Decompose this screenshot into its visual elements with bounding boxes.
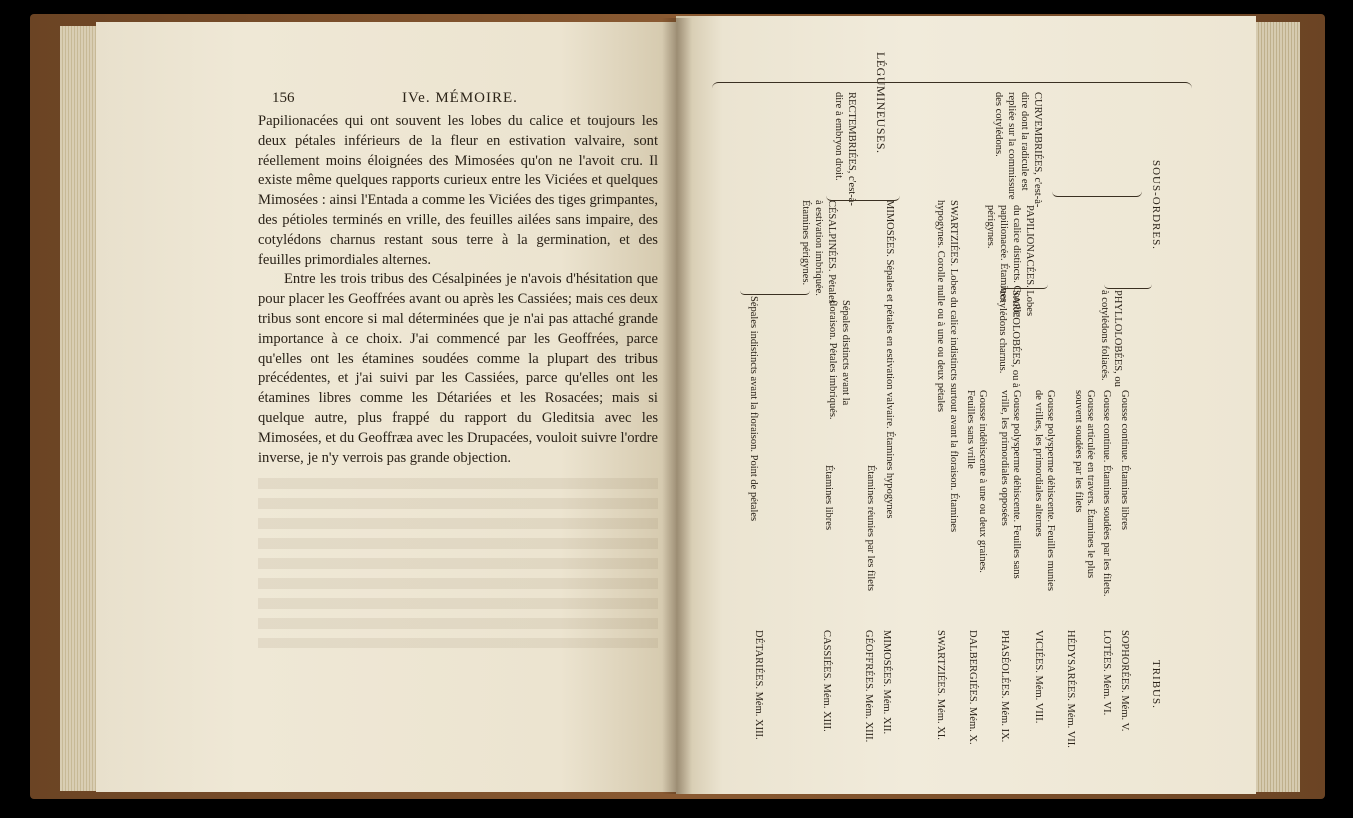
tribe-dalbergiees: DALBERGIÉES. Mém. X.	[967, 630, 978, 745]
tribe-lotees: LOTÉES. Mém. VI.	[1101, 630, 1112, 716]
cesalpinees-desc: CÉSALPINÉES. Pétales à estivation imbriquée. Étamines périgynes.	[800, 200, 837, 304]
sarcolobees-desc: SARCOLOBÉES, ou à cotylédons charnus.	[997, 290, 1021, 388]
brace-top	[712, 82, 1192, 95]
show-through-text	[258, 478, 658, 648]
tribe-geoffrees: GÉOFFRÉES. Mém. XIII.	[863, 630, 874, 743]
body-text	[258, 112, 658, 468]
papilionacees-desc: PAPILIONACÉES. Lobes du calice distincts. Corolle papilionacée. Étamines périgynes.	[985, 205, 1035, 317]
tribe-hedysarees: HÉDYSARÉES. Mém. VII.	[1065, 630, 1076, 748]
page-number: 156	[272, 90, 295, 106]
table-title: LÉGUMINEUSES.	[874, 52, 888, 154]
tribe-desc-geoffrees: Étamines réunies par les filets	[865, 465, 876, 591]
tribe-phaseolees: PHASÉOLÉES. Mém. IX.	[999, 630, 1010, 743]
tribe-desc-hedysarees: Gousse articulée en travers. Étamines le plus souvent soudées par les filets	[1073, 390, 1096, 579]
suborders-header: SOUS-ORDRES.	[1150, 160, 1162, 250]
page-edges-right	[1250, 22, 1300, 792]
sepales-distincts: Sépales distincts avant la floraison. Pétales imbriqués.	[827, 300, 851, 420]
tribe-mimosees: MIMOSÉES. Mém. XII.	[881, 630, 892, 735]
tribe-cassiees: CASSIÉES. Mém. XIII.	[821, 630, 832, 732]
paragraph-2: Entre les trois tribus des Césalpinées je n'avois d'hésitation que pour placer les Geoffrées avant ou après les Cassiées; mais ces deux tribus sont encore si mal déterminées que je n'ai pas attaché grande importance à ce choix. J'ai commencé par les Geoffrées, parce qu'elles ont les étamines soudées comme la plupart des tribus précédentes, et j'ai suivi par les Cassiées, parce qu'elles ont les étamines libres comme les Détariées et les Rosacées; mais si quelque autre, plus frappé du rapport du Gleditsia avec les Mimosées, et du Geoffræa avec les Drupacées, vouloit suivre l'ordre inverse, je n'y verrois pas grande objection.	[258, 271, 658, 466]
tribe-desc-lotees: Gousse continue. Étamines soudées par les filets.	[1101, 390, 1112, 597]
tribe-desc-phaseolees: Gousse polysperme déhiscente. Feuilles sans vrille, les primordiales opposées	[999, 390, 1022, 579]
brace-detariees	[740, 286, 810, 295]
tribe-desc-cassiees: Étamines libres	[823, 465, 834, 531]
swartziees-desc: SWARTZIÉES. Lobes du calice indistincts surtout avant la floraison. Étamines hypogynes. Corolle nulle ou à une ou deux pétales	[935, 200, 959, 533]
curvembriees-desc: CURVEMBRIÉES, c'est-à-dire dont la radicule est repliée sur la commissure des cotylédons.	[993, 92, 1043, 208]
running-head: IVe. MÉMOIRE.	[402, 90, 518, 106]
brace-papilionacees	[1052, 186, 1142, 197]
tribes-header: TRIBUS.	[1150, 660, 1162, 709]
brace-phyllolobees	[1104, 280, 1152, 289]
tribe-sophorees: SOPHORÉES. Mém. V.	[1119, 630, 1130, 732]
rectembriees-desc: RECTEMBRIÉES, c'est-à-dire à embryon droit.	[833, 92, 857, 206]
brace-sarcolobees	[1000, 280, 1048, 289]
sepales-indistincts: Sépales indistincts avant la floraison. Point de pétales	[748, 296, 759, 522]
page-edges-left	[60, 26, 100, 791]
phyllolobees-desc: PHYLLOLOBÉES, ou à cotylédons foliacés.	[1099, 290, 1123, 387]
book-gutter	[662, 18, 692, 794]
tribe-swartziees: SWARTZIÉES. Mém. XI.	[935, 630, 946, 740]
paragraph-1: Papilionacées qui ont souvent les lobes du calice et toujours les deux pétales inférieurs de la fleur en estivation valvaire, sont réellement moins éloignées des Mimosées qu'on ne l'avoit cru. Il existe même quelques rapports curieux entre les Viciées et quelques Mimosées : ainsi l'Entada a comme les Viciées des tiges grimpantes, des pétioles terminés en vrille, des feuilles ailées sans impaire, des cotylédons charnus restant sous terre à la germination, et des feuilles primordiales alternes.	[258, 113, 658, 268]
tribe-viciees: VICIÉES. Mém. VIII.	[1033, 630, 1044, 724]
brace-cesalpinees	[826, 190, 900, 201]
tribe-desc-sophorees: Gousse continue. Étamines libres	[1119, 390, 1130, 530]
tribe-detariees: DÉTARIÉES. Mém. XIII.	[753, 630, 764, 740]
tribe-desc-viciees: Gousse polysperme déhiscente. Feuilles munies de vrilles, les primordiales alternes	[1033, 390, 1056, 591]
tribe-desc-dalbergiees: Gousse indéhiscente à une ou deux graines. Feuilles sans vrille	[965, 390, 988, 573]
mimosees-desc: MIMOSÉES. Sépales et pétales en estivation valvaire. Étamines hypogynes	[884, 200, 895, 519]
